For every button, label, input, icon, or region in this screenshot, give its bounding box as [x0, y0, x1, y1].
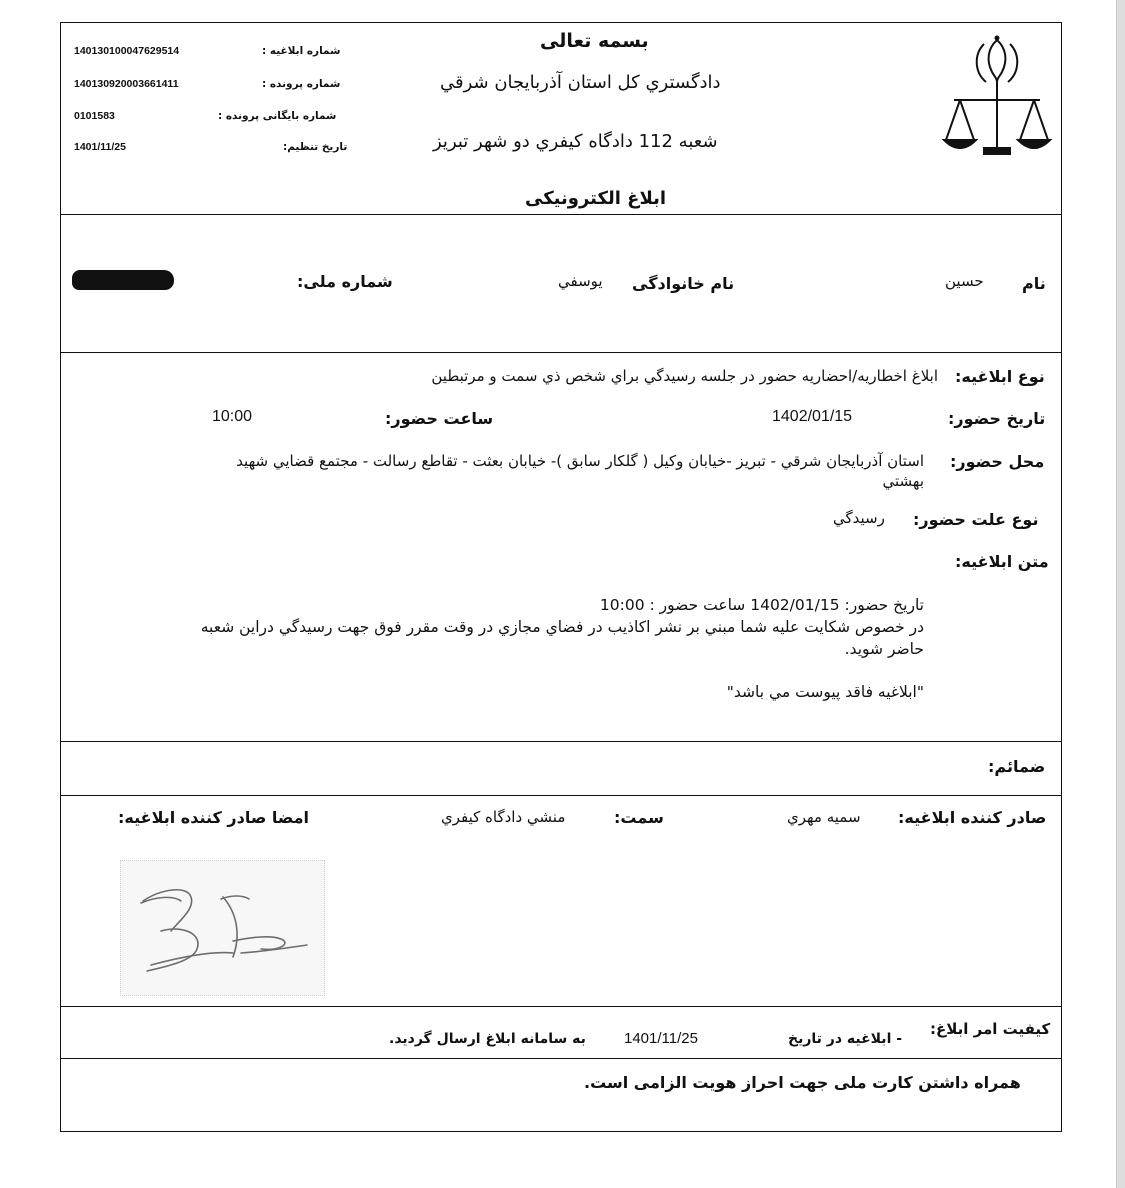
- divider: [60, 352, 1062, 353]
- attachments-label: ضمائم:: [988, 757, 1046, 776]
- attendance-place-line1: استان آذربايجان شرقي - تبريز -خيابان وكيل ( گلكار سابق )- خيابان بعثت - تقاطع رسالت - مجتمع قضايي شهيد: [236, 452, 924, 470]
- archive-number-label: شماره بایگانی پرونده :: [218, 110, 337, 122]
- signature-image: [120, 860, 325, 996]
- position-label: سمت:: [614, 808, 664, 827]
- delivery-suffix: به سامانه ابلاغ ارسال گردید.: [389, 1031, 586, 1047]
- notice-text-line2: در خصوص شكايت عليه شما مبني بر نشر اكاذيب در فضاي مجازي در وقت مقرر فوق جهت رسيدگي دراين شعبه: [200, 618, 924, 636]
- delivery-date: 1401/11/25: [624, 1030, 698, 1047]
- branch-name: شعبه 112 دادگاه كيفري دو شهر تبريز: [433, 131, 718, 152]
- notice-number-label: شماره ابلاغیه :: [262, 45, 341, 57]
- attendance-place-label: محل حضور:: [950, 452, 1045, 471]
- attendance-place-line2: بهشتي: [882, 472, 924, 490]
- archive-number: 0101583: [74, 110, 115, 122]
- notice-text-line4: "ابلاغيه فاقد پيوست مي باشد": [726, 683, 924, 701]
- notice-type-label: نوع ابلاغیه:: [955, 367, 1045, 386]
- court-name: دادگستري كل استان آذربايجان شرقي: [440, 72, 721, 93]
- case-number: 140130920003661411: [74, 78, 179, 90]
- issue-date: 1401/11/25: [74, 141, 126, 153]
- attendance-date-value: 1402/01/15: [772, 408, 853, 425]
- name-value: حسين: [945, 272, 984, 290]
- name-label: نام: [1022, 274, 1046, 293]
- redacted-national-id: [72, 270, 174, 290]
- page-edge: [1116, 0, 1125, 1188]
- family-name-value: يوسفي: [558, 272, 603, 290]
- delivery-label: کیفیت امر ابلاغ:: [930, 1020, 1051, 1038]
- attendance-time-label: ساعت حضور:: [385, 409, 494, 428]
- document-title: ابلاغ الكترونيكی: [525, 188, 667, 209]
- divider: [60, 1006, 1062, 1007]
- case-number-label: شماره پرونده :: [262, 78, 341, 90]
- footer-note: همراه داشتن کارت ملی جهت احراز هویت الزامی است.: [584, 1073, 1021, 1092]
- attendance-reason-label: نوع علت حضور:: [913, 510, 1039, 529]
- notice-text-label: متن ابلاغیه:: [955, 552, 1049, 571]
- position-value: منشي دادگاه كيفري: [441, 808, 566, 826]
- attendance-reason-value: رسيدگي: [833, 509, 885, 527]
- notice-text-line3: حاضر شويد.: [844, 640, 924, 658]
- iran-emblem-icon: [940, 30, 1055, 160]
- divider: [60, 1058, 1062, 1059]
- national-id-label: شماره ملی:: [297, 272, 393, 291]
- attendance-time-value: 10:00: [212, 408, 253, 425]
- divider: [60, 214, 1062, 215]
- bismillah: بسمه تعالی: [540, 30, 649, 52]
- attendance-date-label: تاریخ حضور:: [948, 409, 1046, 428]
- issuer-value: سميه مهري: [787, 808, 861, 826]
- issuer-label: صادر کننده ابلاغیه:: [898, 808, 1047, 827]
- notice-text-line1: تاريخ حضور: 1402/01/15 ساعت حضور : 10:00: [599, 596, 924, 614]
- notice-type-value: ابلاغ اخطاريه/احضاريه حضور در جلسه رسيدگي براي شخص ذي سمت و مرتبطين: [431, 367, 938, 385]
- delivery-prefix: - ابلاغیه در تاریخ: [788, 1031, 903, 1047]
- family-name-label: نام خانوادگی: [632, 274, 735, 293]
- divider: [60, 795, 1062, 796]
- signature-label: امضا صادر کننده ابلاغیه:: [118, 808, 310, 827]
- issue-date-label: تاریخ تنظیم:: [283, 141, 348, 153]
- notice-number: 140130100047629514: [74, 45, 180, 57]
- divider: [60, 741, 1062, 742]
